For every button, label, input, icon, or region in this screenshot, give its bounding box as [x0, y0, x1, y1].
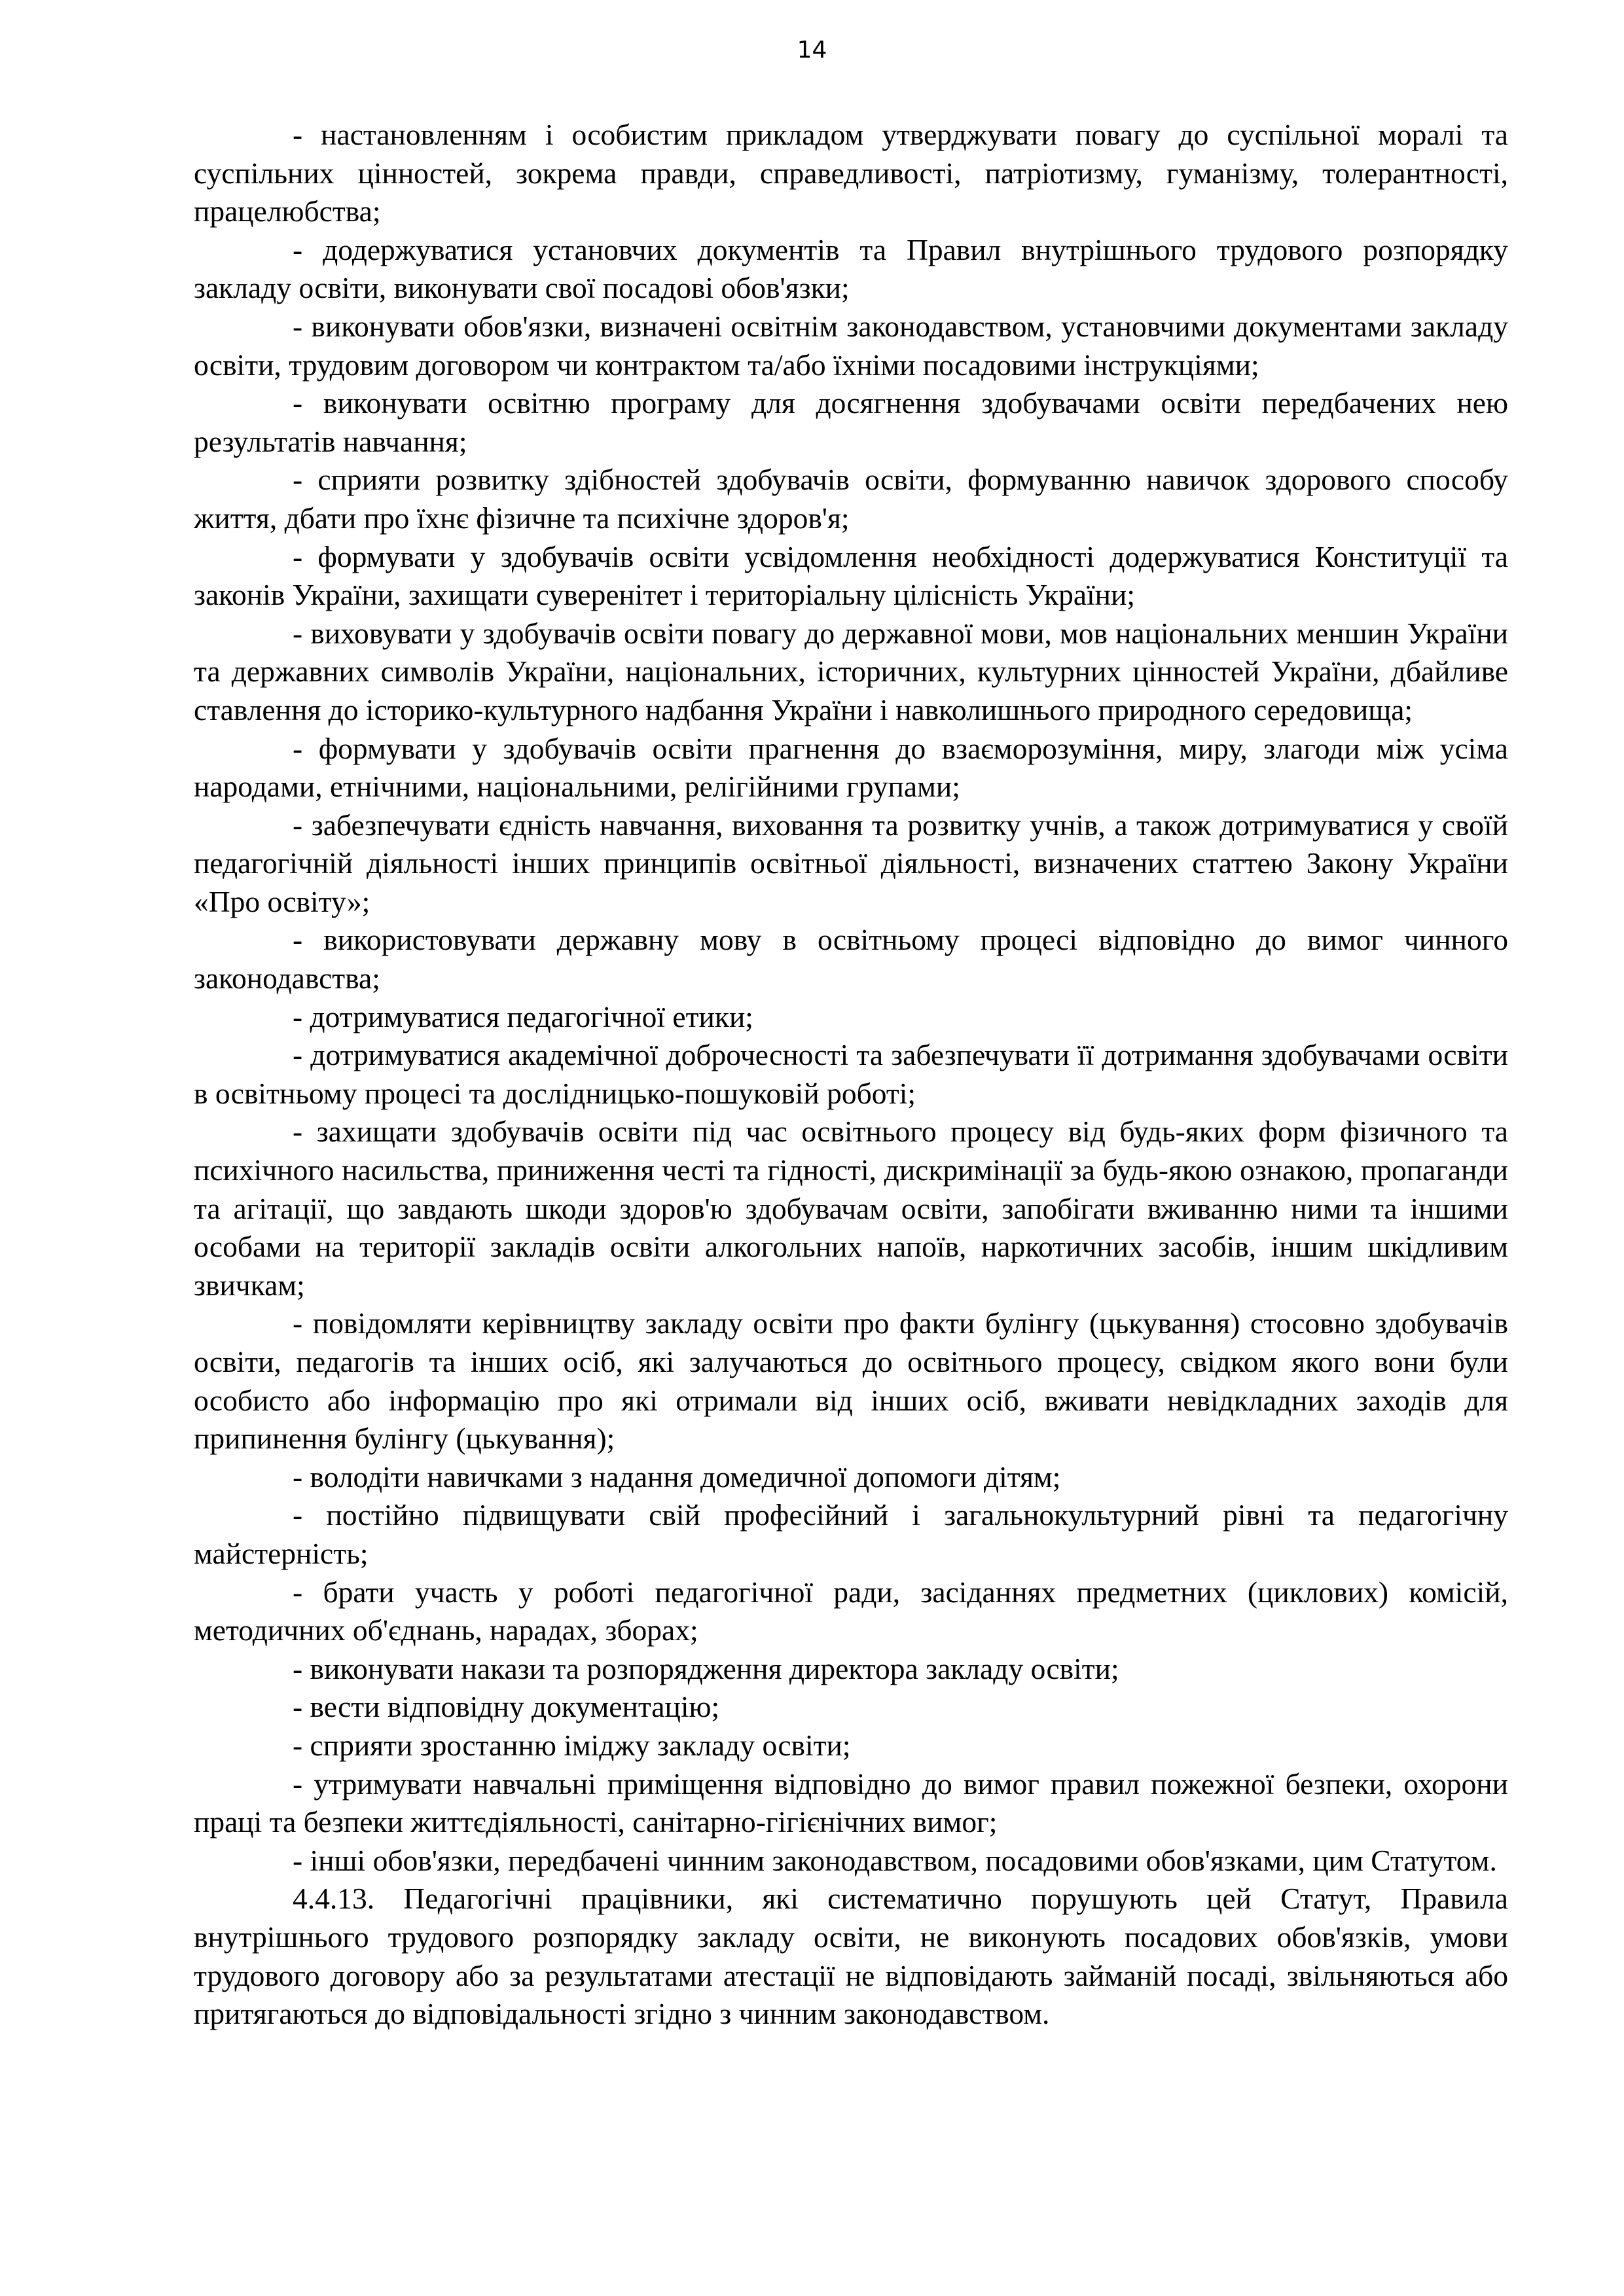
duty-item: - забезпечувати єдність навчання, виховання та розвитку учнів, а також дотримуватися у своїй педагогічній діяльності інших принципів освітньої діяльності, визначених статтею Закону України «Про освіту»;	[194, 808, 1508, 918]
duty-item: - брати участь у роботі педагогічної ради, засіданнях предметних (циклових) комісій, методичних об'єднань, нарадах, зборах;	[194, 1575, 1508, 1647]
duty-item: - настановленням і особистим прикладом утверджувати повагу до суспільної моралі та суспільних цінностей, зокрема правди, справедливості, патріотизму, гуманізму, толерантності, працелюбства;	[194, 118, 1508, 228]
duty-item: - дотримуватися педагогічної етики;	[293, 999, 753, 1033]
duty-item: - виховувати у здобувачів освіти повагу до державної мови, мов національних меншин України та державних символів України, національних, історичних, культурних цінностей України, дбайливе ставлення до історико-культурного надбання України і навколишнього природного середовища;	[194, 616, 1508, 726]
duty-item: - інші обов'язки, передбачені чинним законодавством, посадовими обов'язками, цим Статутом.	[293, 1843, 1497, 1877]
duty-item: - виконувати накази та розпорядження директора закладу освіти;	[293, 1651, 1119, 1685]
section-clause-4-4-13: 4.4.13. Педагогічні працівники, які систематично порушують цей Статут, Правила внутрішнього трудового розпорядку закладу освіти, не виконують посадових обов'язків, умови трудового договору або за результатами атестації не відповідають займаній посаді, звільняються або притягаються до відповідальності згідно з чинним законодавством.	[194, 1882, 1508, 2031]
duty-item: - дотримуватися академічної доброчесності та забезпечувати її дотримання здобувачами освіти в освітньому процесі та дослідницько-пошуковій роботі;	[194, 1038, 1508, 1110]
duty-item: - використовувати державну мову в освітньому процесі відповідно до вимог чинного законодавства;	[194, 923, 1508, 996]
duty-item: - формувати у здобувачів освіти прагнення до взаєморозуміння, миру, злагоди між усіма народами, етнічними, національними, релігійними групами;	[194, 731, 1508, 804]
duty-item: - виконувати освітню програму для досягнення здобувачами освіти передбачених нею результатів навчання;	[194, 386, 1508, 458]
duty-item: - повідомляти керівництву закладу освіти про факти булінгу (цькування) стосовно здобувачів освіти, педагогів та інших осіб, які залучаються до освітнього процесу, свідком якого вони були особисто або інформацію про які отримали від інших осіб, вживати невідкладних заходів для припинення булінгу (цькування);	[194, 1306, 1508, 1456]
duty-item: - захищати здобувачів освіти під час освітнього процесу від будь-яких форм фізичного та психічного насильства, приниження честі та гідності, дискримінації за будь-якою ознакою, пропаганди та агітації, що завдають шкоди здоров'ю здобувачам освіти, запобігати вживанню ними та іншими особами на території закладів освіти алкогольних напоїв, наркотичних засобів, іншим шкідливим звичкам;	[194, 1115, 1508, 1302]
duty-item: - додержуватися установчих документів та Правил внутрішнього трудового розпорядку закладу освіти, виконувати свої посадові обов'язки;	[194, 232, 1508, 305]
document-body	[194, 116, 1508, 2034]
duty-item: - вести відповідну документацію;	[293, 1690, 720, 1724]
page-number: 14	[797, 37, 827, 63]
duty-item: - утримувати навчальні приміщення відповідно до вимог правил пожежної безпеки, охорони праці та безпеки життєдіяльності, санітарно-гігієнічних вимог;	[194, 1767, 1508, 1839]
duty-item: - володіти навичками з надання домедичної допомоги дітям;	[293, 1460, 1061, 1494]
duty-item: - виконувати обов'язки, визначені освітнім законодавством, установчими документами закладу освіти, трудовим договором чи контрактом та/або їхніми посадовими інструкціями;	[194, 309, 1508, 382]
duty-item: - сприяти розвитку здібностей здобувачів освіти, формуванню навичок здорового способу життя, дбати про їхнє фізичне та психічне здоров'я;	[194, 463, 1508, 535]
duty-item: - сприяти зростанню іміджу закладу освіти;	[293, 1728, 851, 1762]
duty-item: - постійно підвищувати свій професійний і загальнокультурний рівні та педагогічну майстерність;	[194, 1498, 1508, 1570]
duty-item: - формувати у здобувачів освіти усвідомлення необхідності додержуватися Конституції та законів України, захищати суверенітет і територіальну цілісність України;	[194, 539, 1508, 612]
